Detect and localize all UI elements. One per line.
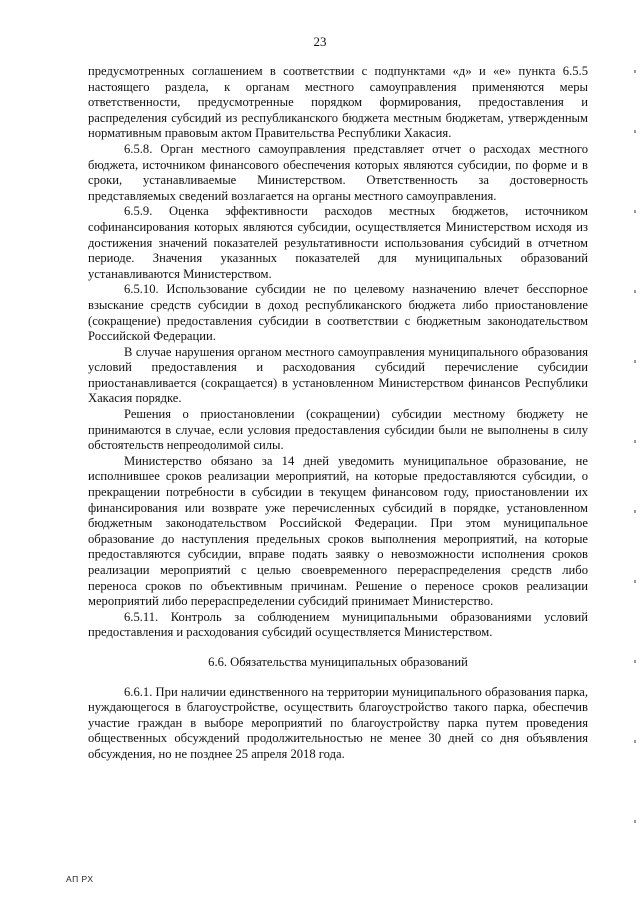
paragraph-ministry-notice: Министерство обязано за 14 дней уведомить муниципальное образование, не исполнившее сроков реализации мероприятий, на которые предоставляются субсидии, о прекращении потребности в субсидии в текущем финансовом году, приостановлении их финансирования или возврате уже перечисленных субсидий в порядке, установленном бюджетным законодательством Российской Федерации. При этом муниципальное образование до наступления предельных сроков выполнения мероприятий, на которые предоставляются субсидии, вправе подать заявку о невозможности исполнения сроков реализации мероприятий с целью своевременного перераспределения средств либо переноса сроков по объективным причинам. Решение о переносе сроков реализации мероприятий либо перераспределении субсидий принимает Министерство. xyxy=(88,453,588,609)
document-body xyxy=(88,64,588,763)
paragraph-force-majeure: Решения о приостановлении (сокращении) субсидии местному бюджету не принимаются в случае, если условия предоставления субсидии были не выполнены в силу обстоятельств непреодолимой силы. xyxy=(88,407,588,453)
scan-edge-marks xyxy=(630,60,636,840)
page-number: 23 xyxy=(313,34,327,49)
paragraph-6-5-9: 6.5.9. Оценка эффективности расходов местных бюджетов, источником софинансирования которых являются субсидии, осуществляется Министерством исходя из достижения значений показателей результативности использования субсидий в отчетном периоде. Значения указанных показателей для муниципальных образований устанавливаются Министерством. xyxy=(88,204,588,281)
footer-mark: АП РХ xyxy=(66,874,94,884)
paragraph-6-5-11: 6.5.11. Контроль за соблюдением муниципальными образованиями условий предоставления и расходования субсидий осуществляется Министерством. xyxy=(88,609,588,640)
paragraph-violation-case: В случае нарушения органом местного самоуправления муниципального образования условий предоставления и расходования субсидий перечисление субсидии приостанавливается (сокращается) в установленном Министерством финансов Республики Хакасия порядке. xyxy=(88,344,588,406)
paragraph-6-5-8: 6.5.8. Орган местного самоуправления представляет отчет о расходах местного бюджета, источником финансового обеспечения которых являются субсидии, по форме и в сроки, устанавливаемые Министерством. Ответственность за достоверность представляемых сведений возлагается на органы местного самоуправления. xyxy=(88,141,588,203)
paragraph-continuation: предусмотренных соглашением в соответствии с подпунктами «д» и «е» пункта 6.5.5 настоящего раздела, к органам местного самоуправления применяются меры ответственности, предусмотренные порядком формирования, предоставления и распределения субсидий из республиканского бюджета местным бюджетам, утвержденным нормативным правовым актом Правительства Республики Хакасия. xyxy=(88,64,588,141)
section-heading: 6.6. Обязательства муниципальных образований xyxy=(208,654,468,669)
paragraph-6-6-1: 6.6.1. При наличии единственного на территории муниципального образования парка, нуждающегося в благоустройстве, осуществить благоустройство такого парка, обеспечив участие граждан в выборе мероприятий по благоустройству парка путем проведения общественных обсуждений продолжительностью не менее 30 дней со дня объявления обсуждения, но не позднее 25 апреля 2018 года. xyxy=(88,684,588,761)
paragraph-6-5-10: 6.5.10. Использование субсидии не по целевому назначению влечет бесспорное взыскание средств субсидии в доход республиканского бюджета либо приостановление (сокращение) предоставления субсидии в соответствии с бюджетным законодательством Российской Федерации. xyxy=(88,282,588,344)
